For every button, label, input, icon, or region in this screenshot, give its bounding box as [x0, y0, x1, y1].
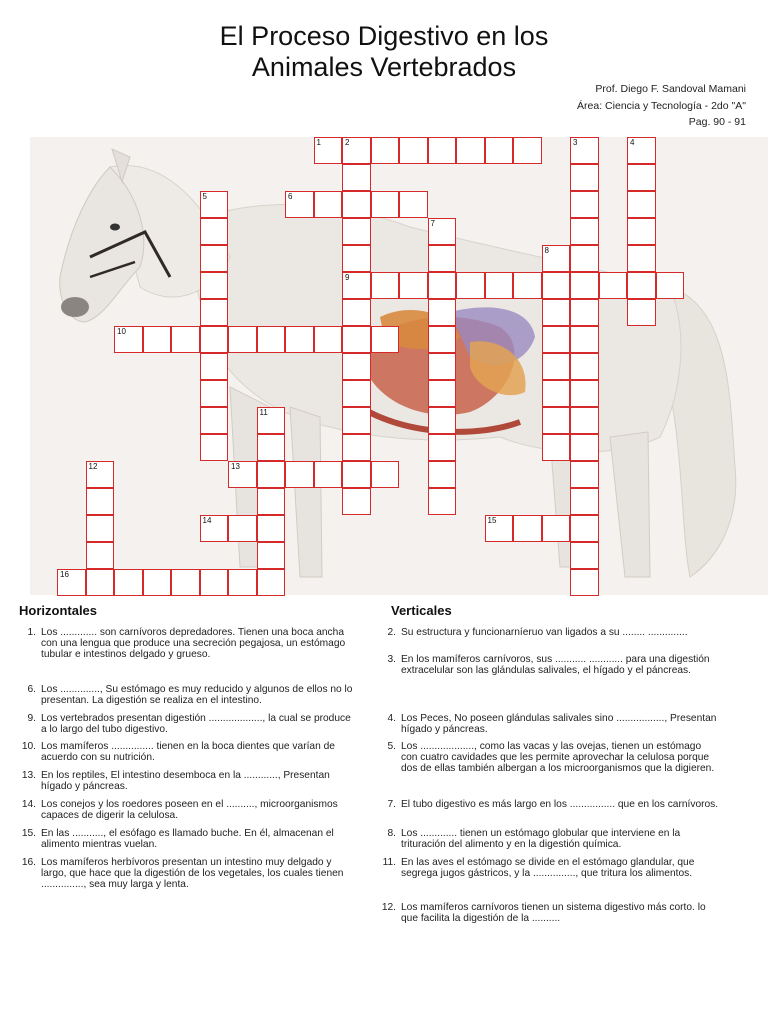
crossword-cell[interactable]	[342, 326, 371, 353]
crossword-cell[interactable]	[285, 191, 314, 218]
clue-number: 2	[345, 138, 350, 147]
crossword-cell[interactable]	[656, 272, 685, 299]
crossword-cell[interactable]	[542, 407, 571, 434]
crossword-cell[interactable]	[57, 569, 86, 596]
clue-number: 16	[60, 570, 69, 579]
crossword-cell[interactable]	[314, 326, 343, 353]
crossword-cell[interactable]	[399, 272, 428, 299]
crossword-cell[interactable]	[371, 137, 400, 164]
area-label: Área: Ciencia y Tecnología - 2do "A"	[577, 100, 746, 112]
crossword-cell[interactable]	[627, 299, 656, 326]
crossword-cell[interactable]	[513, 137, 542, 164]
crossword-cell[interactable]	[200, 434, 229, 461]
crossword-cell[interactable]	[570, 137, 599, 164]
crossword-cell[interactable]	[570, 380, 599, 407]
crossword-cell[interactable]	[570, 218, 599, 245]
crossword-cell[interactable]	[627, 272, 656, 299]
crossword-cell[interactable]	[314, 191, 343, 218]
crossword-cell[interactable]	[86, 569, 115, 596]
crossword-cell[interactable]	[485, 137, 514, 164]
crossword-cell[interactable]	[428, 272, 457, 299]
crossword-cell[interactable]	[171, 569, 200, 596]
crossword-cell[interactable]	[285, 326, 314, 353]
crossword-cell[interactable]	[399, 137, 428, 164]
crossword-cell[interactable]	[570, 407, 599, 434]
crossword-cell[interactable]	[257, 407, 286, 434]
verticales-title: Verticales	[391, 603, 452, 618]
crossword-cell[interactable]	[513, 272, 542, 299]
crossword-cell[interactable]	[86, 488, 115, 515]
crossword-cell[interactable]	[428, 299, 457, 326]
crossword-cell[interactable]	[342, 245, 371, 272]
crossword-cell[interactable]	[200, 191, 229, 218]
crossword-cell[interactable]	[342, 353, 371, 380]
crossword-cell[interactable]	[200, 326, 229, 353]
crossword-cell[interactable]	[314, 137, 343, 164]
crossword-cell[interactable]	[485, 272, 514, 299]
crossword-cell[interactable]	[200, 272, 229, 299]
crossword-cell[interactable]	[456, 137, 485, 164]
crossword-cell[interactable]	[513, 515, 542, 542]
crossword-cell[interactable]	[542, 515, 571, 542]
crossword-cell[interactable]	[86, 515, 115, 542]
crossword-cell[interactable]	[342, 407, 371, 434]
crossword-cell[interactable]	[456, 272, 485, 299]
crossword-cell[interactable]	[257, 326, 286, 353]
crossword-cell[interactable]	[627, 164, 656, 191]
crossword-cell[interactable]	[627, 218, 656, 245]
crossword-cell[interactable]	[257, 569, 286, 596]
clue-number: 5	[202, 192, 207, 201]
clue-number: 1	[316, 138, 321, 147]
crossword-cell[interactable]	[342, 218, 371, 245]
crossword-cell[interactable]	[342, 434, 371, 461]
clue-number: 15	[487, 516, 497, 525]
crossword-cell[interactable]	[228, 569, 257, 596]
crossword-cell[interactable]	[314, 461, 343, 488]
crossword-cell[interactable]	[371, 326, 400, 353]
crossword-cell[interactable]	[200, 407, 229, 434]
crossword-cell[interactable]	[570, 515, 599, 542]
clue-number: 3	[573, 138, 578, 147]
crossword-cell[interactable]	[371, 191, 400, 218]
crossword-cell[interactable]	[428, 434, 457, 461]
crossword-cell[interactable]	[285, 461, 314, 488]
crossword-cell[interactable]	[200, 353, 229, 380]
clue-number: 4	[630, 138, 635, 147]
crossword-cell[interactable]	[371, 461, 400, 488]
crossword-cell[interactable]	[570, 353, 599, 380]
crossword-cell[interactable]	[342, 380, 371, 407]
crossword-cell[interactable]	[342, 488, 371, 515]
crossword-cell[interactable]	[428, 380, 457, 407]
crossword-cell[interactable]	[570, 299, 599, 326]
crossword-cell[interactable]	[257, 515, 286, 542]
crossword-cell[interactable]	[228, 461, 257, 488]
crossword-cell[interactable]	[200, 299, 229, 326]
crossword-cell[interactable]	[342, 137, 371, 164]
crossword-cell[interactable]	[342, 299, 371, 326]
crossword-cell[interactable]	[542, 353, 571, 380]
crossword-cell[interactable]	[114, 326, 143, 353]
crossword-cell[interactable]	[257, 488, 286, 515]
crossword-cell[interactable]	[542, 434, 571, 461]
crossword-cell[interactable]	[200, 218, 229, 245]
crossword-cell[interactable]	[200, 380, 229, 407]
title-line-2: Animales Vertebrados	[251, 52, 517, 82]
page-range: Pag. 90 - 91	[688, 116, 746, 128]
clue-number: 11	[259, 408, 268, 417]
crossword-cell[interactable]	[143, 569, 172, 596]
crossword-cell[interactable]	[542, 299, 571, 326]
clue-number: 8	[544, 246, 549, 255]
clue-number: 10	[117, 327, 126, 336]
title: El Proceso Digestivo en los	[219, 21, 549, 51]
crossword-cell[interactable]	[114, 569, 143, 596]
crossword-cell[interactable]	[143, 326, 172, 353]
crossword-cell[interactable]	[428, 488, 457, 515]
crossword-cell[interactable]	[371, 272, 400, 299]
crossword-cell[interactable]	[228, 326, 257, 353]
clue-number: 12	[88, 462, 98, 471]
crossword-cell[interactable]	[428, 353, 457, 380]
crossword-cell[interactable]	[257, 461, 286, 488]
crossword-cell[interactable]	[542, 245, 571, 272]
crossword-cell[interactable]	[570, 461, 599, 488]
crossword-cell[interactable]	[599, 272, 628, 299]
crossword-cell[interactable]	[86, 542, 115, 569]
crossword-cell[interactable]	[627, 137, 656, 164]
crossword-cell[interactable]	[428, 326, 457, 353]
crossword-cell[interactable]	[570, 326, 599, 353]
clue-number: 14	[202, 516, 212, 525]
crossword-cell[interactable]	[570, 245, 599, 272]
crossword-cell[interactable]	[399, 191, 428, 218]
horizontales-title: Horizontales	[19, 603, 98, 618]
crossword-cell[interactable]	[627, 245, 656, 272]
crossword-cell[interactable]	[342, 461, 371, 488]
crossword-cell[interactable]	[485, 515, 514, 542]
crossword-cell[interactable]	[200, 515, 229, 542]
crossword-cell[interactable]	[542, 380, 571, 407]
crossword-cell[interactable]	[570, 542, 599, 569]
author: Prof. Diego F. Sandoval Mamani	[595, 83, 746, 95]
clue-number: 7	[430, 219, 435, 228]
crossword-cell[interactable]	[570, 434, 599, 461]
crossword-cell[interactable]	[627, 191, 656, 218]
crossword-cell[interactable]	[570, 191, 599, 218]
crossword-cell[interactable]	[342, 191, 371, 218]
crossword-cell[interactable]	[171, 326, 200, 353]
crossword-cell[interactable]	[200, 569, 229, 596]
crossword-cell[interactable]	[570, 272, 599, 299]
crossword-cell[interactable]	[570, 488, 599, 515]
crossword-cell[interactable]	[428, 137, 457, 164]
crossword-cell[interactable]	[570, 569, 599, 596]
crossword-cell[interactable]	[228, 515, 257, 542]
crossword-cell[interactable]	[200, 245, 229, 272]
clue-number: 13	[231, 462, 240, 471]
crossword-cell[interactable]	[342, 272, 371, 299]
clue-number: 6	[288, 192, 293, 201]
crossword-cell[interactable]	[257, 434, 286, 461]
crossword-cell[interactable]	[428, 245, 457, 272]
crossword-cell[interactable]	[86, 461, 115, 488]
crossword-cell[interactable]	[342, 164, 371, 191]
crossword-cell[interactable]	[257, 542, 286, 569]
crossword-cell[interactable]	[428, 407, 457, 434]
crossword-cell[interactable]	[542, 326, 571, 353]
crossword-cell[interactable]	[570, 164, 599, 191]
crossword-cell[interactable]	[542, 272, 571, 299]
clue-number: 9	[345, 273, 350, 282]
crossword-cell[interactable]	[428, 461, 457, 488]
crossword-cell[interactable]	[428, 218, 457, 245]
